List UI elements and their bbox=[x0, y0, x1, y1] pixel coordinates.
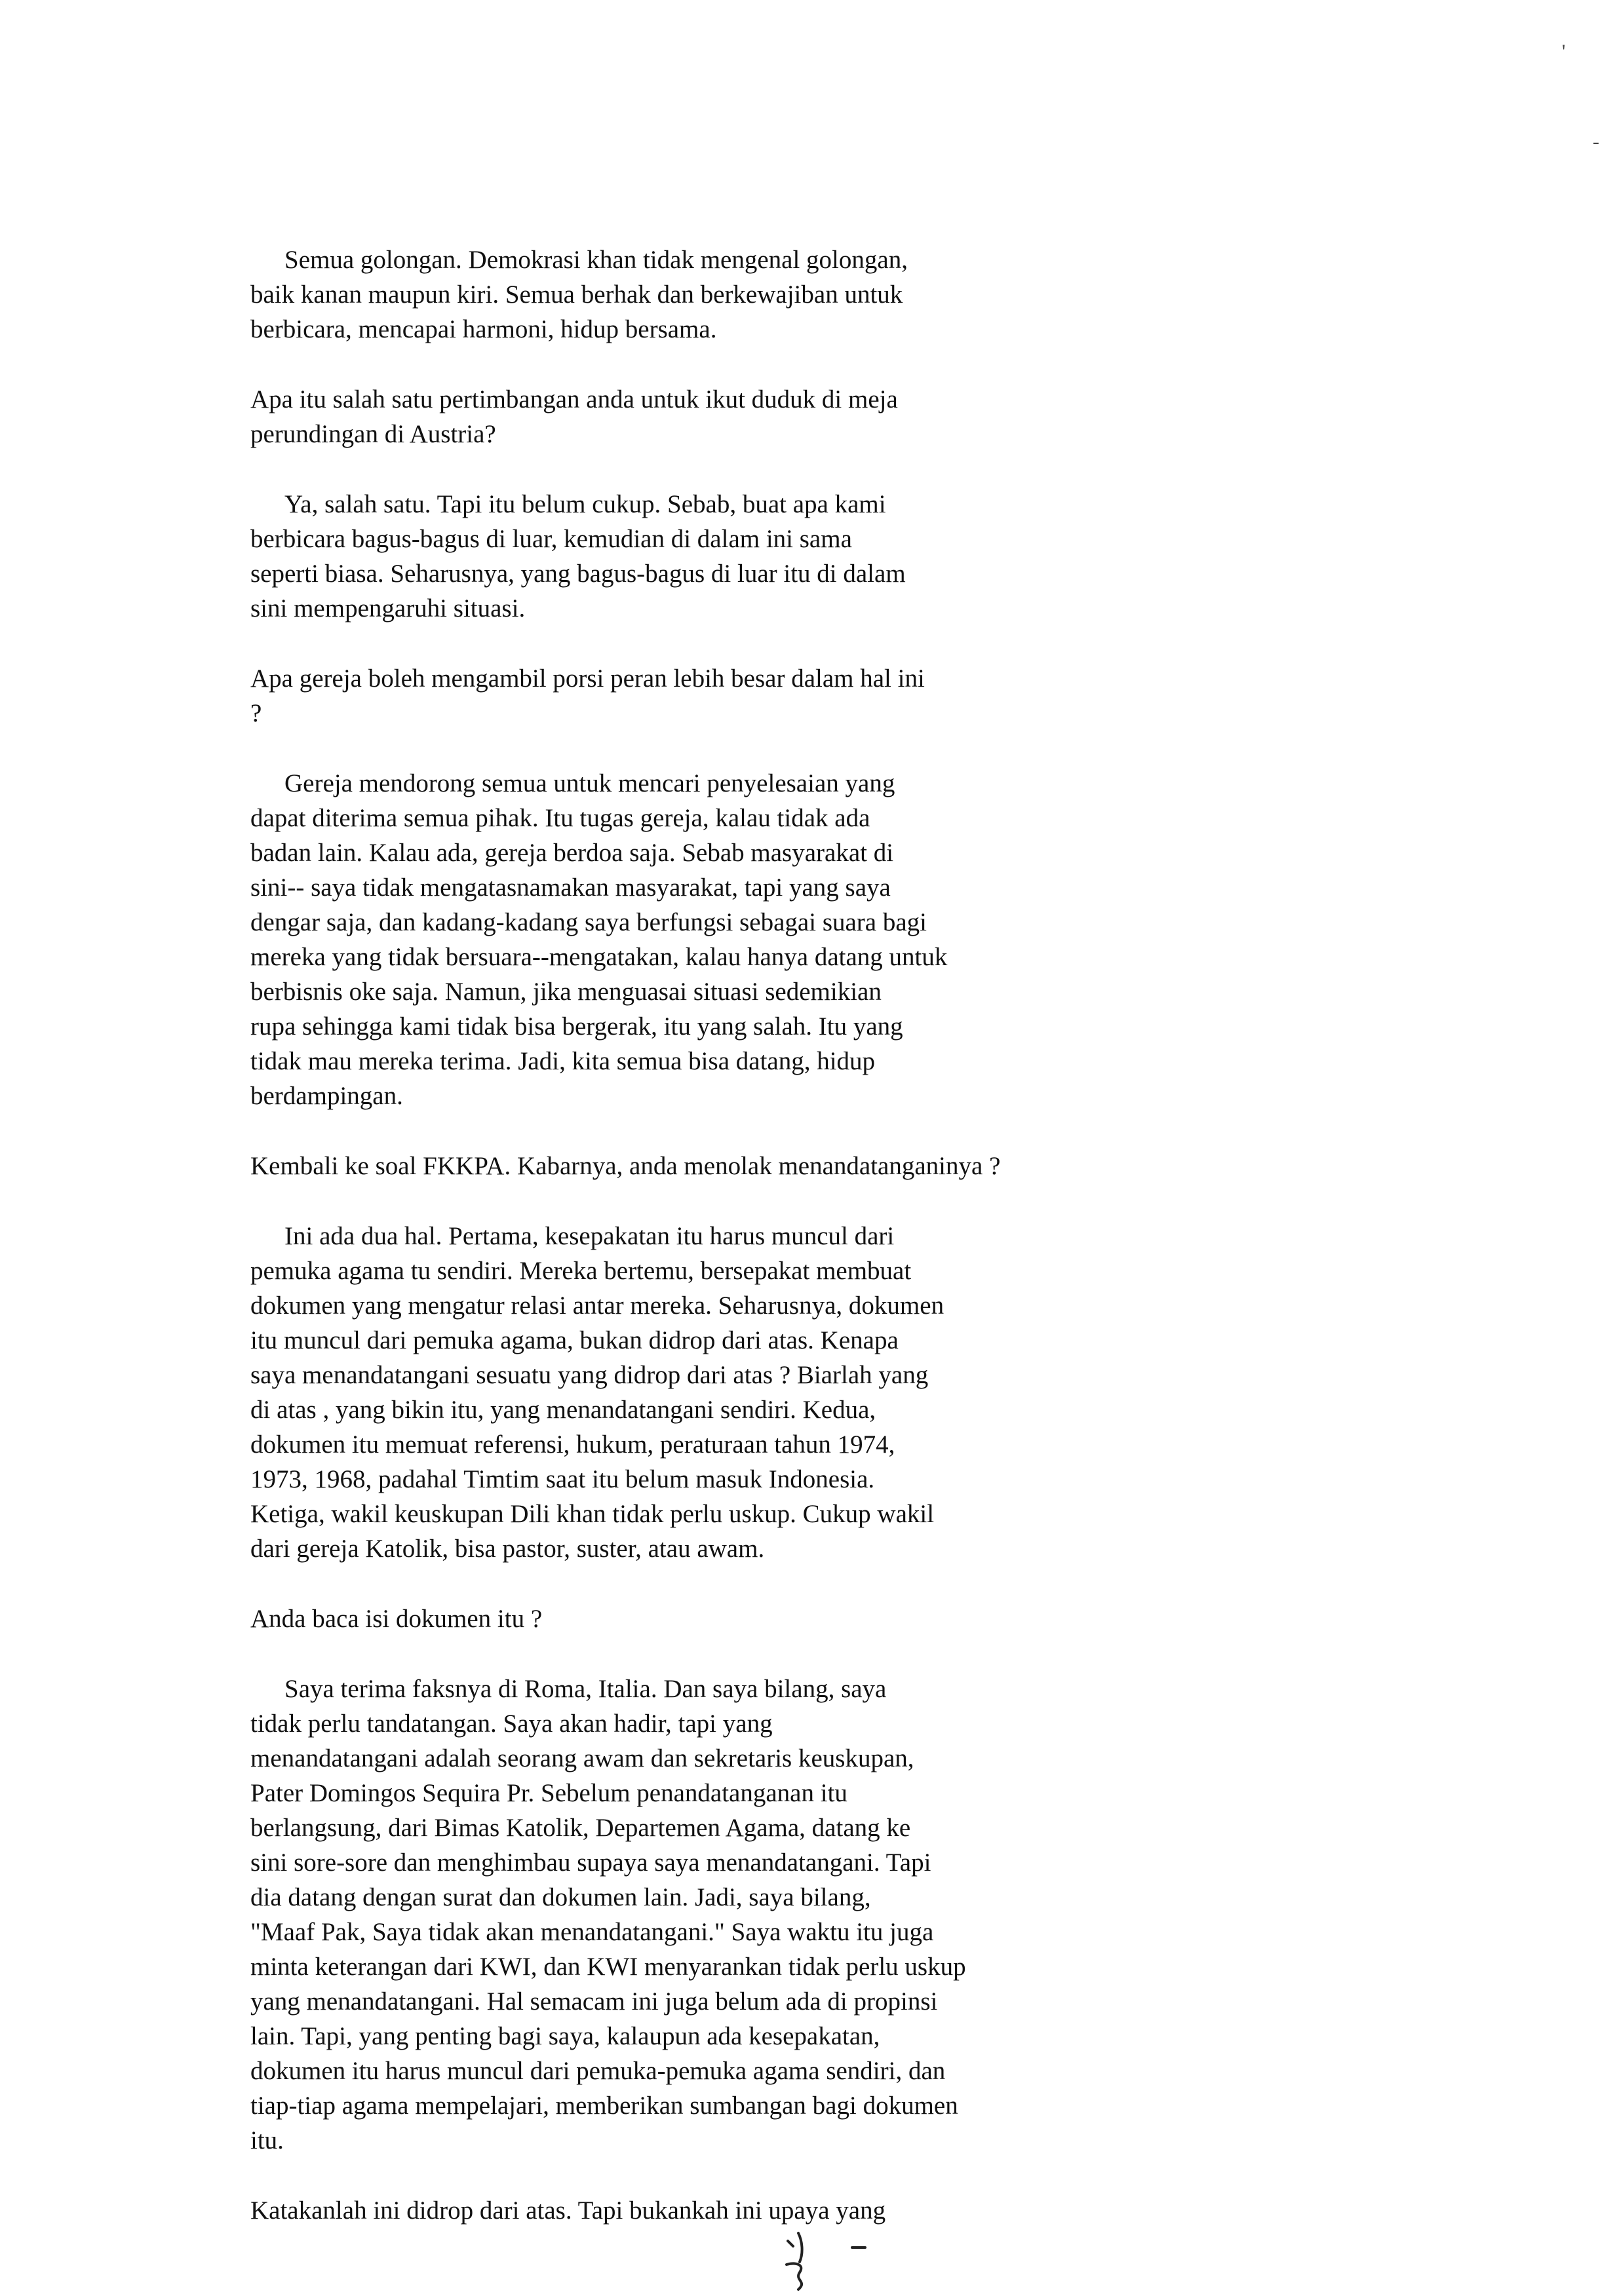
text-line: Ketiga, wakil keuskupan Dili khan tidak perlu uskup. Cukup wakil bbox=[250, 1500, 935, 1528]
text-line: perundingan di Austria? bbox=[250, 420, 496, 448]
text-line: lain. Tapi, yang penting bagi saya, kalaupun ada kesepakatan, bbox=[250, 2022, 880, 2050]
text-line: Ya, salah satu. Tapi itu belum cukup. Sebab, buat apa kami bbox=[284, 490, 886, 518]
text-line: di atas , yang bikin itu, yang menandatangani sendiri. Kedua, bbox=[250, 1396, 876, 1424]
text-line: seperti biasa. Seharusnya, yang bagus-bagus di luar itu di dalam bbox=[250, 560, 906, 588]
text-line: dokumen itu memuat referensi, hukum, peraturaan tahun 1974, bbox=[250, 1430, 895, 1459]
text-line: dia datang dengan surat dan dokumen lain. Jadi, saya bilang, bbox=[250, 1883, 871, 1911]
interview-answer bbox=[250, 487, 1096, 626]
margin-speck: - bbox=[1593, 131, 1599, 153]
text-line: Pater Domingos Sequira Pr. Sebelum penandatanganan itu bbox=[250, 1779, 847, 1807]
text-line: Apa itu salah satu pertimbangan anda untuk ikut duduk di meja bbox=[250, 385, 898, 413]
text-line: Apa gereja boleh mengambil porsi peran lebih besar dalam hal ini bbox=[250, 664, 925, 693]
text-line: Katakanlah ini didrop dari atas. Tapi bukankah ini upaya yang bbox=[250, 2196, 886, 2225]
margin-speck: ' bbox=[1562, 41, 1566, 62]
text-line: Saya terima faksnya di Roma, Italia. Dan saya bilang, saya bbox=[284, 1675, 887, 1703]
text-line: Gereja mendorong semua untuk mencari penyelesaian yang bbox=[284, 769, 895, 797]
text-line: dari gereja Katolik, bisa pastor, suster, atau awam. bbox=[250, 1535, 765, 1563]
interview-question bbox=[250, 2193, 1096, 2228]
text-line: ? bbox=[250, 699, 262, 727]
text-line: Kembali ke soal FKKPA. Kabarnya, anda menolak menandatanganinya ? bbox=[250, 1152, 1001, 1180]
text-line: berlangsung, dari Bimas Katolik, Departemen Agama, datang ke bbox=[250, 1814, 911, 1842]
text-line: yang menandatangani. Hal semacam ini juga belum ada di propinsi bbox=[250, 1987, 938, 2016]
handwritten-page-number bbox=[773, 2221, 878, 2293]
text-line: dokumen yang mengatur relasi antar mereka. Seharusnya, dokumen bbox=[250, 1292, 944, 1320]
text-line: itu. bbox=[250, 2126, 284, 2154]
text-line: dokumen itu harus muncul dari pemuka-pemuka agama sendiri, dan bbox=[250, 2057, 946, 2085]
text-line: dengar saja, dan kadang-kadang saya berfungsi sebagai suara bagi bbox=[250, 908, 927, 936]
text-line: berbicara bagus-bagus di luar, kemudian di dalam ini sama bbox=[250, 525, 852, 553]
interview-question bbox=[250, 1601, 1096, 1636]
text-line: 1973, 1968, padahal Timtim saat itu belum masuk Indonesia. bbox=[250, 1465, 875, 1493]
text-line: sini mempengaruhi situasi. bbox=[250, 594, 526, 622]
interview-answer bbox=[250, 1672, 1096, 2158]
text-line: Ini ada dua hal. Pertama, kesepakatan itu harus muncul dari bbox=[284, 1222, 895, 1250]
text-line: sini sore-sore dan menghimbau supaya saya menandatangani. Tapi bbox=[250, 1848, 931, 1877]
text-line: minta keterangan dari KWI, dan KWI menyarankan tidak perlu uskup bbox=[250, 1953, 966, 1981]
interview-question bbox=[250, 661, 1096, 731]
text-line: dapat diterima semua pihak. Itu tugas gereja, kalau tidak ada bbox=[250, 804, 870, 832]
text-line: tidak perlu tandatangan. Saya akan hadir, tapi yang bbox=[250, 1710, 773, 1738]
text-line: pemuka agama tu sendiri. Mereka bertemu, bersepakat membuat bbox=[250, 1257, 912, 1285]
text-line: berdampingan. bbox=[250, 1082, 403, 1110]
text-line: mereka yang tidak bersuara--mengatakan, kalau hanya datang untuk bbox=[250, 943, 948, 971]
text-line: badan lain. Kalau ada, gereja berdoa saja. Sebab masyarakat di bbox=[250, 839, 894, 867]
text-line: itu muncul dari pemuka agama, bukan didrop dari atas. Kenapa bbox=[250, 1326, 899, 1354]
interview-question bbox=[250, 1149, 1096, 1183]
interview-answer bbox=[250, 1219, 1096, 1566]
text-line: sini-- saya tidak mengatasnamakan masyarakat, tapi yang saya bbox=[250, 873, 891, 902]
interview-text bbox=[250, 242, 1096, 2263]
text-line: rupa sehingga kami tidak bisa bergerak, itu yang salah. Itu yang bbox=[250, 1012, 903, 1041]
text-line: menandatangani adalah seorang awam dan sekretaris keuskupan, bbox=[250, 1744, 914, 1772]
interview-answer bbox=[250, 242, 1096, 347]
text-line: tiap-tiap agama mempelajari, memberikan sumbangan bagi dokumen bbox=[250, 2092, 958, 2120]
text-line: tidak mau mereka terima. Jadi, kita semua bisa datang, hidup bbox=[250, 1047, 876, 1075]
text-line: "Maaf Pak, Saya tidak akan menandatangani." Saya waktu itu juga bbox=[250, 1918, 934, 1946]
text-line: berbicara, mencapai harmoni, hidup bersama. bbox=[250, 315, 717, 343]
interview-question bbox=[250, 382, 1096, 451]
text-line: saya menandatangani sesuatu yang didrop dari atas ? Biarlah yang bbox=[250, 1361, 929, 1389]
text-line: berbisnis oke saja. Namun, jika menguasai situasi sedemikian bbox=[250, 978, 882, 1006]
text-line: Anda baca isi dokumen itu ? bbox=[250, 1605, 543, 1633]
interview-answer bbox=[250, 766, 1096, 1113]
text-line: baik kanan maupun kiri. Semua berhak dan berkewajiban untuk bbox=[250, 280, 903, 309]
text-line: Semua golongan. Demokrasi khan tidak mengenal golongan, bbox=[284, 246, 908, 274]
